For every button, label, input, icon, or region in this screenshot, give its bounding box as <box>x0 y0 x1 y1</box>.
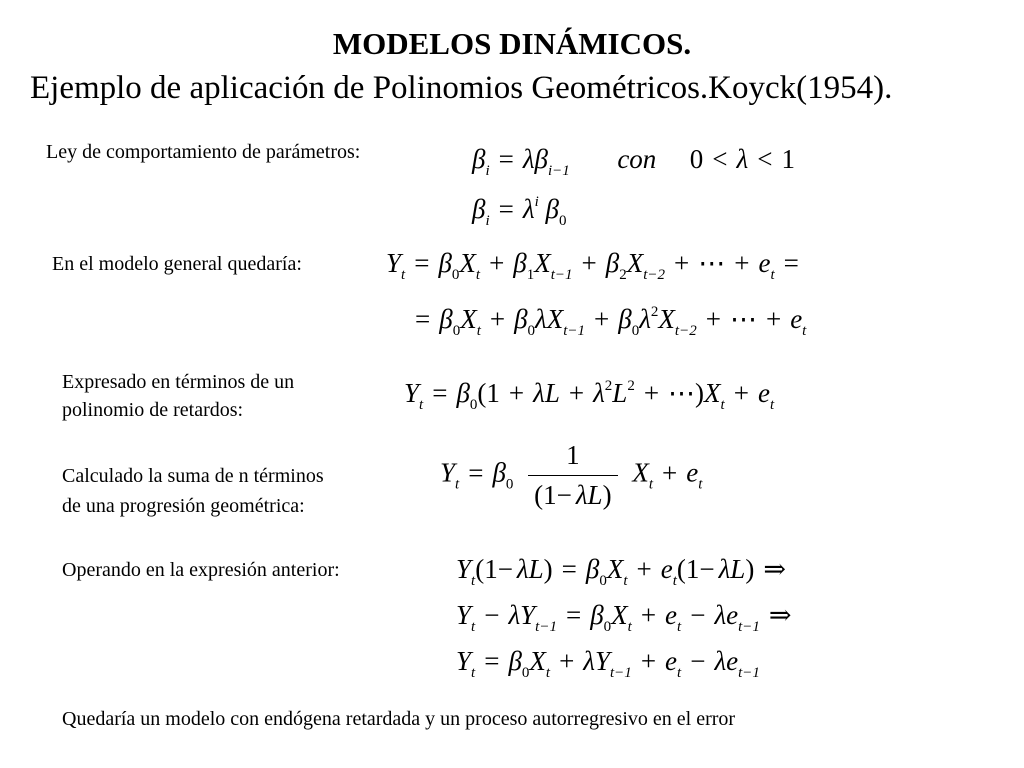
slide-title: MODELOS DINÁMICOS. <box>332 26 692 61</box>
label-expresado-line2: polinomio de retardos: <box>62 399 244 421</box>
equation-operating-line1: $Y_t(1- \lambda L) = \beta_0X_t + e_t(1- \lambda L)$ ⇒ <box>456 554 786 589</box>
equation-general-model-line1: $Y_t = \beta_0X_t + \beta_1X_{t-1} + \beta_2X_{t-2}$ + ⋯ + $e_t$ = <box>386 248 799 283</box>
conclusion-text: Quedaría un modelo con endógena retardada y un proceso autorregresivo en el error <box>62 708 736 730</box>
label-expresado-line1: Expresado en términos de un <box>62 371 295 393</box>
equation-geometric-sum: $Y_t = \beta_0$ $\frac{1}{(1- \lambda L)}$ $X_t + e_t$ <box>440 440 703 510</box>
equation-lag-polynomial: $Y_t = \beta_0(1 + \lambda L + \lambda^2L^2$ + $\cdots)X_t + e_t$ <box>404 378 775 413</box>
equation-beta-closed-form: $\beta_i = \lambda^i$ $\beta_0$ <box>472 194 567 229</box>
label-modelo-general: En el modelo general quedaría: <box>52 253 302 275</box>
fraction-one-over-lag: $\frac{1}{(1- \lambda L)}$ <box>528 442 617 509</box>
equation-operating-line2: $Y_t - \lambda Y_{t-1} = \beta_0X_t + e_t - \lambda e_{t-1}$ ⇒ <box>456 600 792 635</box>
label-ley-comportamiento: Ley de comportamiento de parámetros: <box>46 141 361 163</box>
equation-general-model-line2: = $\beta_0X_t + \beta_0\lambda X_{t-1} + \beta_0\lambda^2X_{t-2}$ + ⋯ + $e_t$ <box>415 304 807 339</box>
equation-beta-recursive: $\beta_i = \lambda\beta_{i-1}$ con 0 < λ < 1 <box>472 144 795 179</box>
con-word: con <box>617 144 657 174</box>
label-operando: Operando en la expresión anterior: <box>62 559 340 581</box>
label-calculado-line2: de una progresión geométrica: <box>62 495 305 517</box>
label-calculado-line1: Calculado la suma de n términos <box>62 465 324 487</box>
equation-operating-line3: $Y_t = \beta_0X_t + \lambda Y_{t-1} + e_t - \lambda e_{t-1}$ <box>456 646 760 681</box>
slide-subtitle: Ejemplo de aplicación de Polinomios Geométricos.Koyck(1954). <box>30 70 893 106</box>
